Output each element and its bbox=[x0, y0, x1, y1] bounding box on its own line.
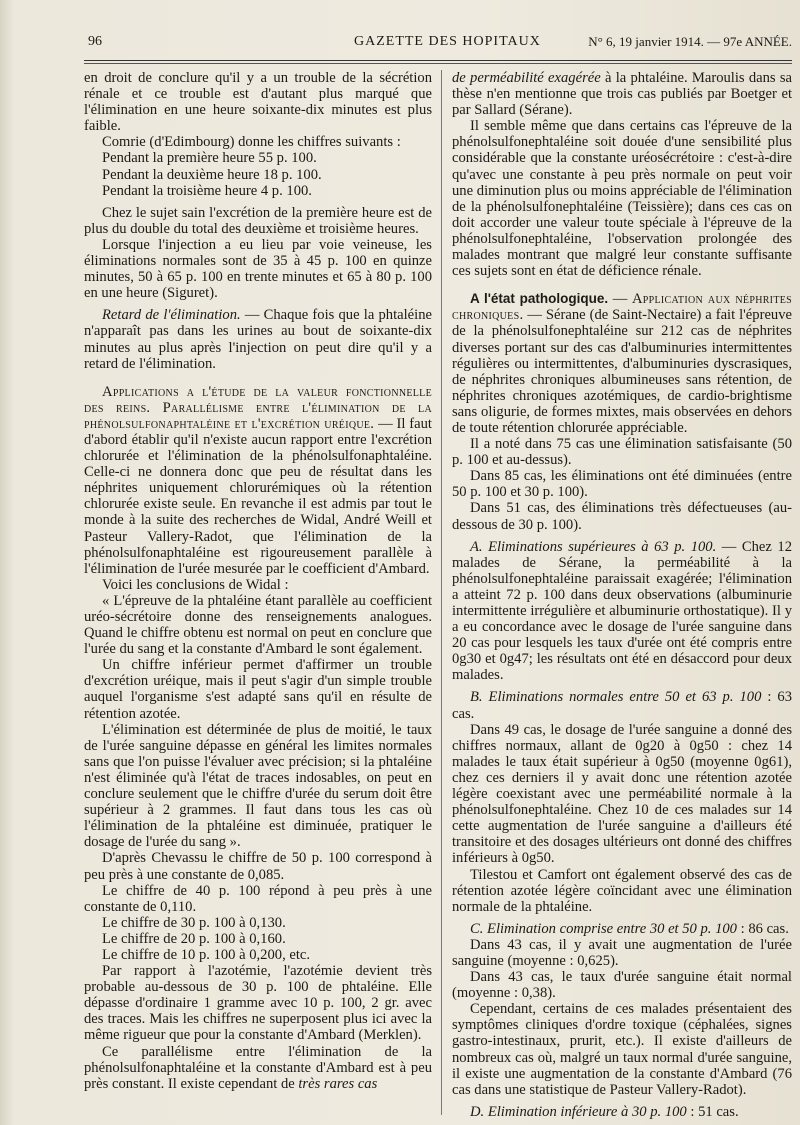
paragraph bbox=[84, 722, 432, 851]
paragraph bbox=[452, 689, 792, 721]
right-column bbox=[452, 70, 792, 1120]
paragraph bbox=[84, 947, 432, 963]
paragraph-text: Le chiffre de 20 p. 100 à 0,160. bbox=[102, 930, 286, 947]
paragraph-text: : 63 cas. bbox=[452, 689, 792, 722]
paragraph-text: Dans 43 cas, il y avait une augmentation de l'urée sanguine (moyenne : 0,625). bbox=[452, 936, 792, 969]
paragraph-text: Pendant la première heure 55 p. 100. bbox=[102, 150, 317, 167]
journal-title: GAZETTE DES HOPITAUX bbox=[354, 34, 541, 49]
paragraph bbox=[452, 118, 792, 279]
paragraph-text: à la phtaléine. Maroulis dans sa thèse n'en mentionne que trois cas publiés par Boetger et par Sallard (Sérane). bbox=[452, 70, 793, 119]
paragraph-text: Par rapport à l'azotémie, l'azotémie devient très probable au-dessous de 30 p. 100 de phtaléine. Elle dépasse d'ordinaire 1 gramme avec 10 p. 100, 2 gr. avec des traces. Mais les chiffres ne superposent plus ici avec la même rigueur que pour la constante d'Ambard (Merklen). bbox=[84, 963, 432, 1044]
paragraph bbox=[452, 1001, 792, 1098]
paragraph bbox=[452, 867, 792, 915]
paragraph bbox=[84, 70, 432, 134]
paragraph bbox=[84, 850, 432, 882]
paragraph bbox=[84, 183, 432, 199]
paragraph-text: « L'épreuve de la phtaléine étant parallèle au coefficient uréo-sécrétoire donne des renseignements analogues. Quand le chiffre obtenu est normal on peut en conclure que l'urée du sang et la constante d'Ambard le sont également. bbox=[84, 592, 432, 658]
left-column bbox=[84, 70, 432, 1092]
paragraph-text: Dans 49 cas, le dosage de l'urée sanguine a donné des chiffres normaux, allant de 0g20 à 0g50 : chez 14 malades le taux était supérieur à 0g50 (moyenne 0g61), chez ces derniers il y avait donc une rétention azotée légère coexistant avec une perméabilité normale à la phénolsulfonephtaléine. Chez 10 de ces malades sur 14 cette augmentation de l'urée sanguine a d'ailleurs été transitoire et des dosages ultérieurs ont donné des chiffres inférieurs à 0g50. bbox=[452, 721, 792, 867]
paragraph bbox=[452, 969, 792, 1001]
paragraph bbox=[452, 468, 792, 500]
paragraph-text: L'élimination est déterminée de plus de moitié, le taux de l'urée sanguine dépasse en général les limites normales sans que l'on puisse l'évaluer avec précision; si la phtaléine n'est éliminée qu'à l'état de traces indosables, on peut en conclure seulement que le chiffre d'urée du serum doit être supérieur à 2 grammes. Il faut dans tous les cas où l'élimination de la phtaléine est diminuée, pratiquer le dosage de l'urée du sang ». bbox=[84, 721, 432, 851]
paragraph-text: — Chez 12 malades de Sérane, la perméabilité à la phénolsulfonephtaléine paraissait exagérée; l'élimination a atteint 72 p. 100 dans deux observations (albuminurie intermittente irrégulière et albuminurie orthostatique). Il y a eu concordance avec le dosage de l'urée sanguine dans 20 cas pour lesquels les taux d'urée ont été compris entre 0g30 et 0g47; les résultats ont été en désaccord pour deux malades. bbox=[452, 538, 792, 684]
paragraph-text: Dans 51 cas, des éliminations très défectueuses (au-dessous de 30 p. 100). bbox=[452, 500, 792, 533]
paragraph-text: Cependant, certains de ces malades présentaient des symptômes cliniques d'ordre toxique (céphalées, signes gastro-intestinaux, prurit, etc.). Il existe d'ailleurs de nombreux cas où, malgré un taux normal d'urée sanguine, il existe une augmentation de la constante d'Ambard (76 cas dans une statistique de Pasteur Vallery-Radot). bbox=[452, 1001, 792, 1098]
paragraph bbox=[452, 921, 792, 937]
paragraph-lead: Retard de l'élimination. bbox=[102, 307, 241, 324]
paragraph bbox=[84, 384, 432, 577]
paragraph bbox=[84, 1044, 432, 1092]
paragraph-lead: A. Eliminations supérieures à 63 p. 100. bbox=[470, 538, 717, 555]
paragraph bbox=[84, 657, 432, 721]
paragraph bbox=[84, 237, 432, 301]
paragraph-text: Pendant la troisième heure 4 p. 100. bbox=[102, 182, 312, 199]
header-rule bbox=[84, 60, 792, 61]
paragraph bbox=[84, 915, 432, 931]
page-header bbox=[88, 34, 792, 56]
paragraph-text: Voici les conclusions de Widal : bbox=[102, 576, 289, 593]
paragraph bbox=[452, 937, 792, 969]
paragraph-text: Il semble même que dans certains cas l'épreuve de la phénolsulfonephtaléine soit douée d'une sensibilité plus considérable que la constante uréosécrétoire : c'est-à-dire qu'avec une constante à peu près normale on peut voir une diminution plus ou moins appréciable de l'élimination de la phénolsulfonephtaléine (Teissière); dans ces cas on doit accorder une valeur toute spéciale à l'épreuve de la phénolsulfonephtaléine, l'observation prolongée des malades montrant que malgré leur constante suffisante ces sujets sont en état de déficience rénale. bbox=[452, 118, 792, 280]
paragraph bbox=[84, 963, 432, 1043]
paragraph-lead: de perméabilité exagérée bbox=[452, 70, 601, 86]
paragraph bbox=[84, 150, 432, 166]
paragraph bbox=[84, 931, 432, 947]
paragraph-text: Lorsque l'injection a eu lieu par voie veineuse, les éliminations normales sont de 35 à 45 p. 100 en quinze minutes, 50 à 65 p. 100 en trente minutes et 65 à 80 p. 100 en une heure (Siguret). bbox=[84, 236, 432, 302]
header-rule-double bbox=[84, 63, 792, 64]
paragraph-text: : 86 cas. bbox=[736, 920, 789, 937]
paragraph-text: — Chaque fois que la phtaléine n'apparaît pas dans les urines au bout de soixante-dix minutes au plus après l'injection on peut dire qu'il y a retard de l'élimination. bbox=[84, 307, 432, 372]
paragraph bbox=[84, 593, 432, 657]
paragraph-text: — Sérane (de Saint-Nectaire) a fait l'épreuve de la phénolsulfonephtaléine sur 212 cas de néphrites diverses portant sur des cas d'albuminuries intermittentes régulières ou intermittentes, d'albuminuries dyscrasiques, de néphrites chroniques albumineuses sans rétention, de néphrites chroniques azotémiques, de cardio-brightisme sans oligurie, de formes mixtes, mais observées en dehors de toute rétention chlorurée appréciable. bbox=[452, 307, 792, 436]
paragraph bbox=[84, 205, 432, 237]
page-number: 96 bbox=[88, 34, 102, 49]
paragraph bbox=[84, 307, 432, 371]
paragraph bbox=[84, 577, 432, 593]
paragraph bbox=[452, 291, 792, 436]
paragraph-text: Le chiffre de 40 p. 100 répond à peu près à une constante de 0,110. bbox=[84, 882, 432, 915]
paragraph-subheading: Application aux néphrites chroniques. bbox=[452, 291, 792, 324]
paragraph-text: Il a noté dans 75 cas une élimination satisfaisante (50 p. 100 et au-dessus). bbox=[452, 436, 792, 469]
paragraph bbox=[452, 1104, 792, 1120]
paragraph-text: Le chiffre de 30 p. 100 à 0,130. bbox=[102, 914, 286, 931]
paragraph bbox=[452, 70, 792, 118]
paragraph-text: Pendant la deuxième heure 18 p. 100. bbox=[102, 166, 322, 183]
paragraph-text: Comrie (d'Edimbourg) donne les chiffres suivants : bbox=[102, 134, 401, 151]
paragraph bbox=[84, 134, 432, 150]
paragraph-lead: C. Elimination comprise entre 30 et 50 p. 100 bbox=[470, 920, 737, 937]
paragraph-lead: D. Elimination inférieure à 30 p. 100 bbox=[470, 1103, 687, 1120]
paragraph bbox=[84, 883, 432, 915]
paragraph bbox=[452, 722, 792, 867]
paragraph-text: Le chiffre de 10 p. 100 à 0,200, etc. bbox=[102, 946, 311, 963]
issue-info: N° 6, 19 janvier 1914. — 97e ANNÉE. bbox=[588, 34, 792, 49]
paragraph-text: Chez le sujet sain l'excrétion de la première heure est de plus du double du total des deuxième et troisième heures. bbox=[84, 204, 432, 237]
paragraph-text: Dans 43 cas, le taux d'urée sanguine était normal (moyenne : 0,38). bbox=[452, 969, 792, 1002]
paragraph-text: Tilestou et Camfort ont également observé des cas de rétention azotée légère coïncidant avec une élimination normale de la phtaléine. bbox=[452, 866, 792, 915]
paragraph-text: Dans 85 cas, les éliminations ont été diminuées (entre 50 p. 100 et 30 p. 100). bbox=[452, 468, 792, 501]
paragraph-lead: A l'état pathologique. bbox=[470, 291, 609, 307]
paragraph bbox=[452, 436, 792, 468]
paragraph-text: : 51 cas. bbox=[686, 1103, 739, 1120]
paragraph-lead: B. Eliminations normales entre 50 et 63 p. 100 bbox=[470, 689, 762, 706]
paragraph-text: — bbox=[608, 291, 632, 308]
column-divider bbox=[441, 70, 442, 1115]
paragraph-text: — Il faut d'abord établir qu'il n'existe aucun rapport entre l'excrétion chlorurée et l'élimination de la phénolsulfonaphtaléine. Celle-ci ne donnera donc que peu de résultat dans les néphrites uniquement chlorurémiques où la rétention chlorurée existe seule. En revanche il est admis par tout le monde à la suite des recherches de Widal, André Weill et Pasteur Vallery-Radot, que l'élimination de la phénolsulfonaphtaléine est rigoureusement parallèle à l'élimination de l'urée mesurée par le coefficient d'Ambard. bbox=[84, 415, 432, 577]
paragraph-text: en droit de conclure qu'il y a un trouble de la sécrétion rénale et ce trouble est d'autant plus marqué que l'élimination en une heure soixante-dix minutes est plus faible. bbox=[84, 70, 432, 135]
paragraph-text: Un chiffre inférieur permet d'affirmer un trouble d'excrétion uréique, mais il peut s'agir d'un simple trouble auquel l'organisme s'est adapté sans qu'il en résulte de rétention azotée. bbox=[84, 657, 432, 722]
paragraph-lead: Applications a l'étude de la valeur fonctionnelle des reins. Parallélisme entre l'élimination de la phénolsulfonaphtaléine et l'excrétion uréique. bbox=[84, 383, 432, 432]
paragraph-emphasis: très rares cas bbox=[298, 1075, 378, 1092]
paragraph bbox=[452, 539, 792, 684]
paragraph bbox=[84, 167, 432, 183]
paragraph-text: D'après Chevassu le chiffre de 50 p. 100 correspond à peu près à une constante de 0,085. bbox=[84, 850, 432, 883]
paragraph-text: Ce parallélisme entre l'élimination de la phénolsulfonaphtaléine et la constante d'Ambard est à peu près constant. Il existe cependant de bbox=[84, 1043, 432, 1092]
paragraph bbox=[452, 500, 792, 532]
